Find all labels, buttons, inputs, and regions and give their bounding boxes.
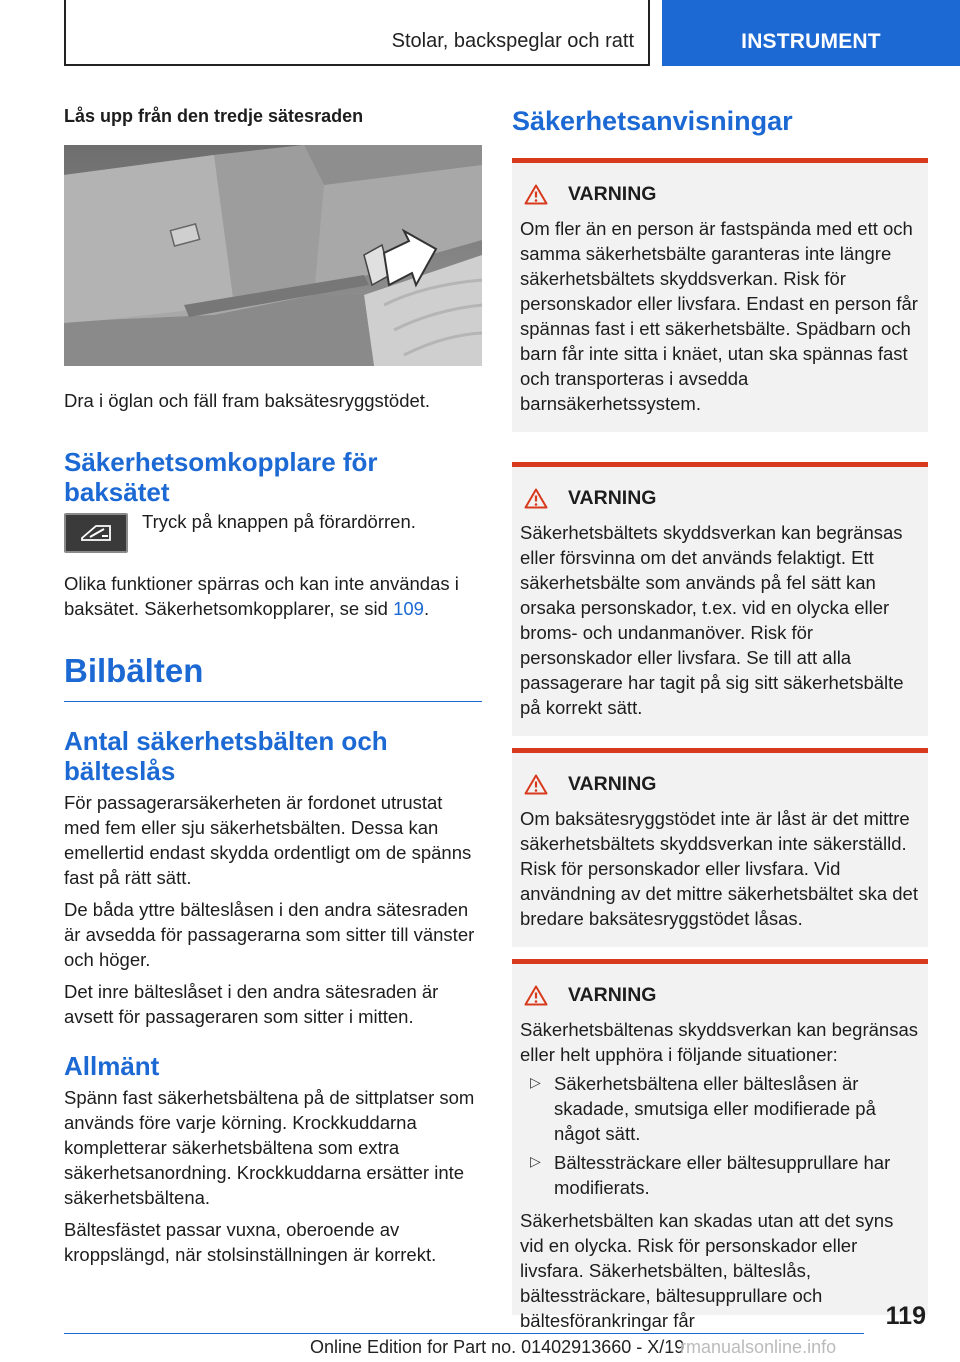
belt-count-paragraph-1: För passagerarsäkerheten är fordonet utrustat med fem eller sju säkerhetsbälten. Dessa kan emellertid endast skydda ordentligt om de spänns fast på rätt sätt. — [64, 792, 472, 888]
switch-heading: Säkerhetsomkopplare för baksätet — [64, 447, 378, 507]
child-lock-button-icon — [64, 513, 128, 553]
warning-label: VARNING — [568, 183, 657, 205]
warning-triangle-icon — [524, 488, 548, 509]
third-row-seat-photo — [64, 145, 482, 366]
warning-triangle-icon — [524, 184, 548, 205]
warning-title — [524, 487, 920, 510]
warning-text: Säkerhetsbältets skyddsverkan kan begränsas eller försvinna om det används felaktigt. Ett säkerhetsbälte som används på fel sätt kan orsaka personskador, t.ex. vid en olycka eller broms- och undanmanöver. Risk för personskador eller livsfara. Se till att alla passagerare har tagit på sig sitt säkerhetsbälte på korrekt sätt. — [520, 522, 904, 718]
switch-description — [64, 571, 482, 621]
warning-box-1 — [512, 158, 928, 432]
warning-text: Om fler än en person är fastspända med ett och samma säkerhetsbälte garanteras inte längre säkerhetsbältets skyddsverkan. Risk för personskador eller livsfara. Endast en person får spännas fast i ett säkerhetsbälte. Spädbarn och barn får inte sitta i knäet, utan ska spännas fast och transporteras i avsedda barnsäkerhetssystem. — [520, 218, 918, 414]
footer-divider — [64, 1333, 864, 1334]
warning-box-2 — [512, 462, 928, 736]
list-item — [530, 1071, 920, 1146]
belts-heading: Bilbälten — [64, 651, 482, 702]
section-tab — [64, 0, 650, 66]
triangle-bullet-icon: ▷ — [530, 1153, 541, 1169]
warning-triangle-icon — [524, 985, 548, 1006]
warning-intro: Säkerhetsbältenas skyddsverkan kan begränsas eller helt upphöra i följande situationer: — [520, 1019, 918, 1065]
edition-text: Online Edition for Part no. 01402913660 - X/19 — [310, 1337, 685, 1357]
triangle-bullet-icon: ▷ — [530, 1074, 541, 1090]
belt-count-heading: Antal säkerhetsbälten och bälteslås — [64, 726, 388, 786]
switch-instruction-row — [64, 513, 482, 553]
switch-description-end: . — [423, 598, 430, 619]
general-heading: Allmänt — [64, 1051, 160, 1081]
watermark: rmanualsonline.info — [680, 1337, 837, 1357]
chapter-title: INSTRUMENT — [741, 30, 881, 53]
list-item — [530, 1150, 920, 1200]
warning-triangle-icon — [524, 774, 548, 795]
page-number: 119 — [885, 1302, 926, 1330]
left-column — [64, 100, 482, 1267]
belt-count-paragraph-2: De båda yttre bälteslåsen i den andra sätesraden är avsedda för passagerarna som sitter till vänster och höger. — [64, 899, 475, 970]
switch-description-text: Olika funktioner spärras och kan inte användas i baksätet. Säkerhetsomkopplarer, se sid — [64, 573, 459, 619]
warning-text: Om baksätesryggstödet inte är låst är det mittre säkerhetsbältets skyddsverkan inte säkerställd. Risk för personskador eller livsfara. Vid användning av det mittre säkerhetsbältet ska det bredare baksätesryggstödet låsas. — [520, 808, 918, 929]
belt-count-paragraph-3: Det inre bälteslåset i den andra sätesraden är avsett för passageraren som sitter i mitten. — [64, 981, 439, 1027]
general-paragraph-2: Bältesfästet passar vuxna, oberoende av kroppslängd, när stolsinställningen är korrekt. — [64, 1219, 437, 1265]
list-item-text: Bältessträckare eller bältesupprullare har modifierats. — [554, 1152, 891, 1198]
section-title: Stolar, backspeglar och ratt — [391, 30, 634, 52]
warning-title — [524, 984, 920, 1007]
switch-instruction: Tryck på knappen på förardörren. — [142, 511, 416, 532]
page-link-109[interactable]: 109 — [393, 598, 424, 619]
general-paragraph-1: Spänn fast säkerhetsbältena på de sittplatser som används före varje körning. Krockkuddarna kompletterar säkerhetsbältena som extra säkerhetsanordning. Krockkuddarna ersätter inte säkerhetsbältena. — [64, 1087, 475, 1208]
warning-outro: Säkerhetsbälten kan skadas utan att det syns vid en olycka. Risk för personskador eller livsfara. Säkerhetsbälten, bälteslås, bältessträckare, bältesupprullare och bältesförankringar får — [520, 1210, 894, 1331]
unlock-heading: Lås upp från den tredje sätesraden — [64, 106, 364, 126]
warning-title — [524, 183, 920, 206]
warning-label: VARNING — [568, 487, 657, 509]
chapter-tab — [662, 0, 960, 66]
list-item-text: Säkerhetsbältena eller bälteslåsen är skadade, smutsiga eller modifierade på något sätt. — [554, 1073, 876, 1144]
safety-heading: Säkerhetsanvisningar — [512, 106, 793, 136]
warning-box-3 — [512, 748, 928, 947]
warning-label: VARNING — [568, 984, 657, 1006]
page-header — [64, 0, 960, 66]
photo-caption: Dra i öglan och fäll fram baksätesryggstödet. — [64, 390, 431, 411]
warning-title — [524, 773, 920, 796]
warning-label: VARNING — [568, 773, 657, 795]
